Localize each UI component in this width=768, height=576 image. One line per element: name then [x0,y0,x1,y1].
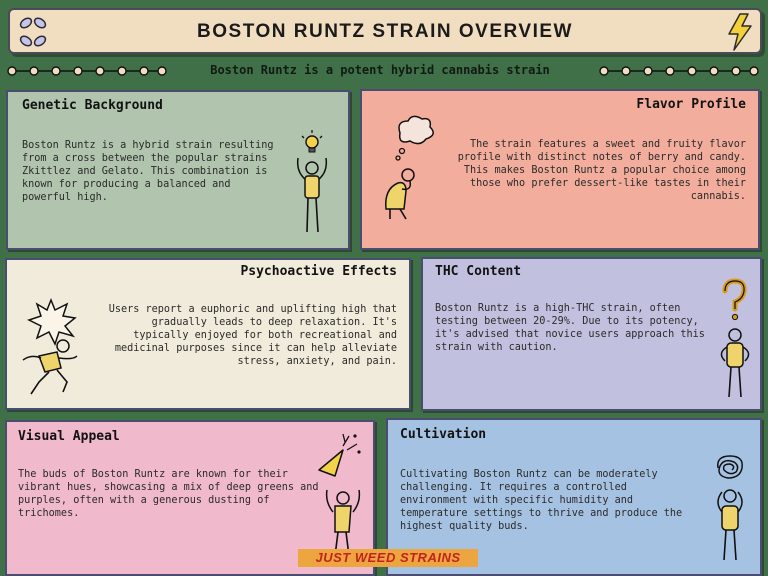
leaf-icon [16,14,50,50]
card-title: Psychoactive Effects [240,264,397,279]
page-title: BOSTON RUNTZ STRAIN OVERVIEW [197,21,573,42]
scribble-thought-figure-icon [708,452,754,564]
card-text: The buds of Boston Runtz are known for their vibrant hues, showcasing a mix of deep greens and purples, often with a generous dusting of trichomes. [18,469,319,519]
dot-line-left-decoration [6,63,168,79]
card-text: Boston Runtz is a hybrid strain resulting from a cross between the popular strains Zkittlez and Gelato. This combination is known for producing a balanced and powerful high. [22,140,274,203]
lightning-bolt-icon [726,13,754,51]
card-text: The strain features a sweet and fruity flavor profile with distinct notes of berry and candy. This makes Boston Runtz a popular choice among those who prefer dessert-like tastes in their cannabis. [457,139,746,202]
card-thc-content [421,257,762,411]
card-title: Genetic Background [22,98,163,113]
card-title: Flavor Profile [636,97,746,112]
card-psychoactive-effects [5,258,411,410]
card-flavor-profile [360,89,760,250]
card-text: Users report a euphoric and uplifting high that gradually leads to deep relaxation. It's typically enjoyed for both recreational and medicinal purposes since it can help alleviate stress, anxiety, and pain. [108,304,397,367]
question-mark-figure-icon [711,277,755,401]
card-text: Cultivating Boston Runtz can be moderately challenging. It requires a controlled environment with specific humidity and temperature settings to thrive and produce the highest quality buds. [400,469,683,532]
subtitle: Boston Runtz is a potent hybrid cannabis strain [210,63,550,77]
brand-badge: JUST WEED STRAINS [298,549,478,567]
card-genetic-background [6,90,350,250]
card-title: Visual Appeal [18,429,120,444]
header-banner [8,8,762,54]
lightbulb-idea-figure-icon [286,128,336,238]
card-title: THC Content [435,264,522,279]
party-popper-figure-icon [313,432,373,560]
thinking-figure-icon [376,111,450,221]
excited-running-figure-icon [17,296,97,400]
card-text: Boston Runtz is a high-THC strain, often testing between 20-29%. Due to its potency, it's advised that novice users approach this strain with caution. [435,303,705,353]
dot-line-right-decoration [598,63,760,79]
card-title: Cultivation [400,427,487,442]
